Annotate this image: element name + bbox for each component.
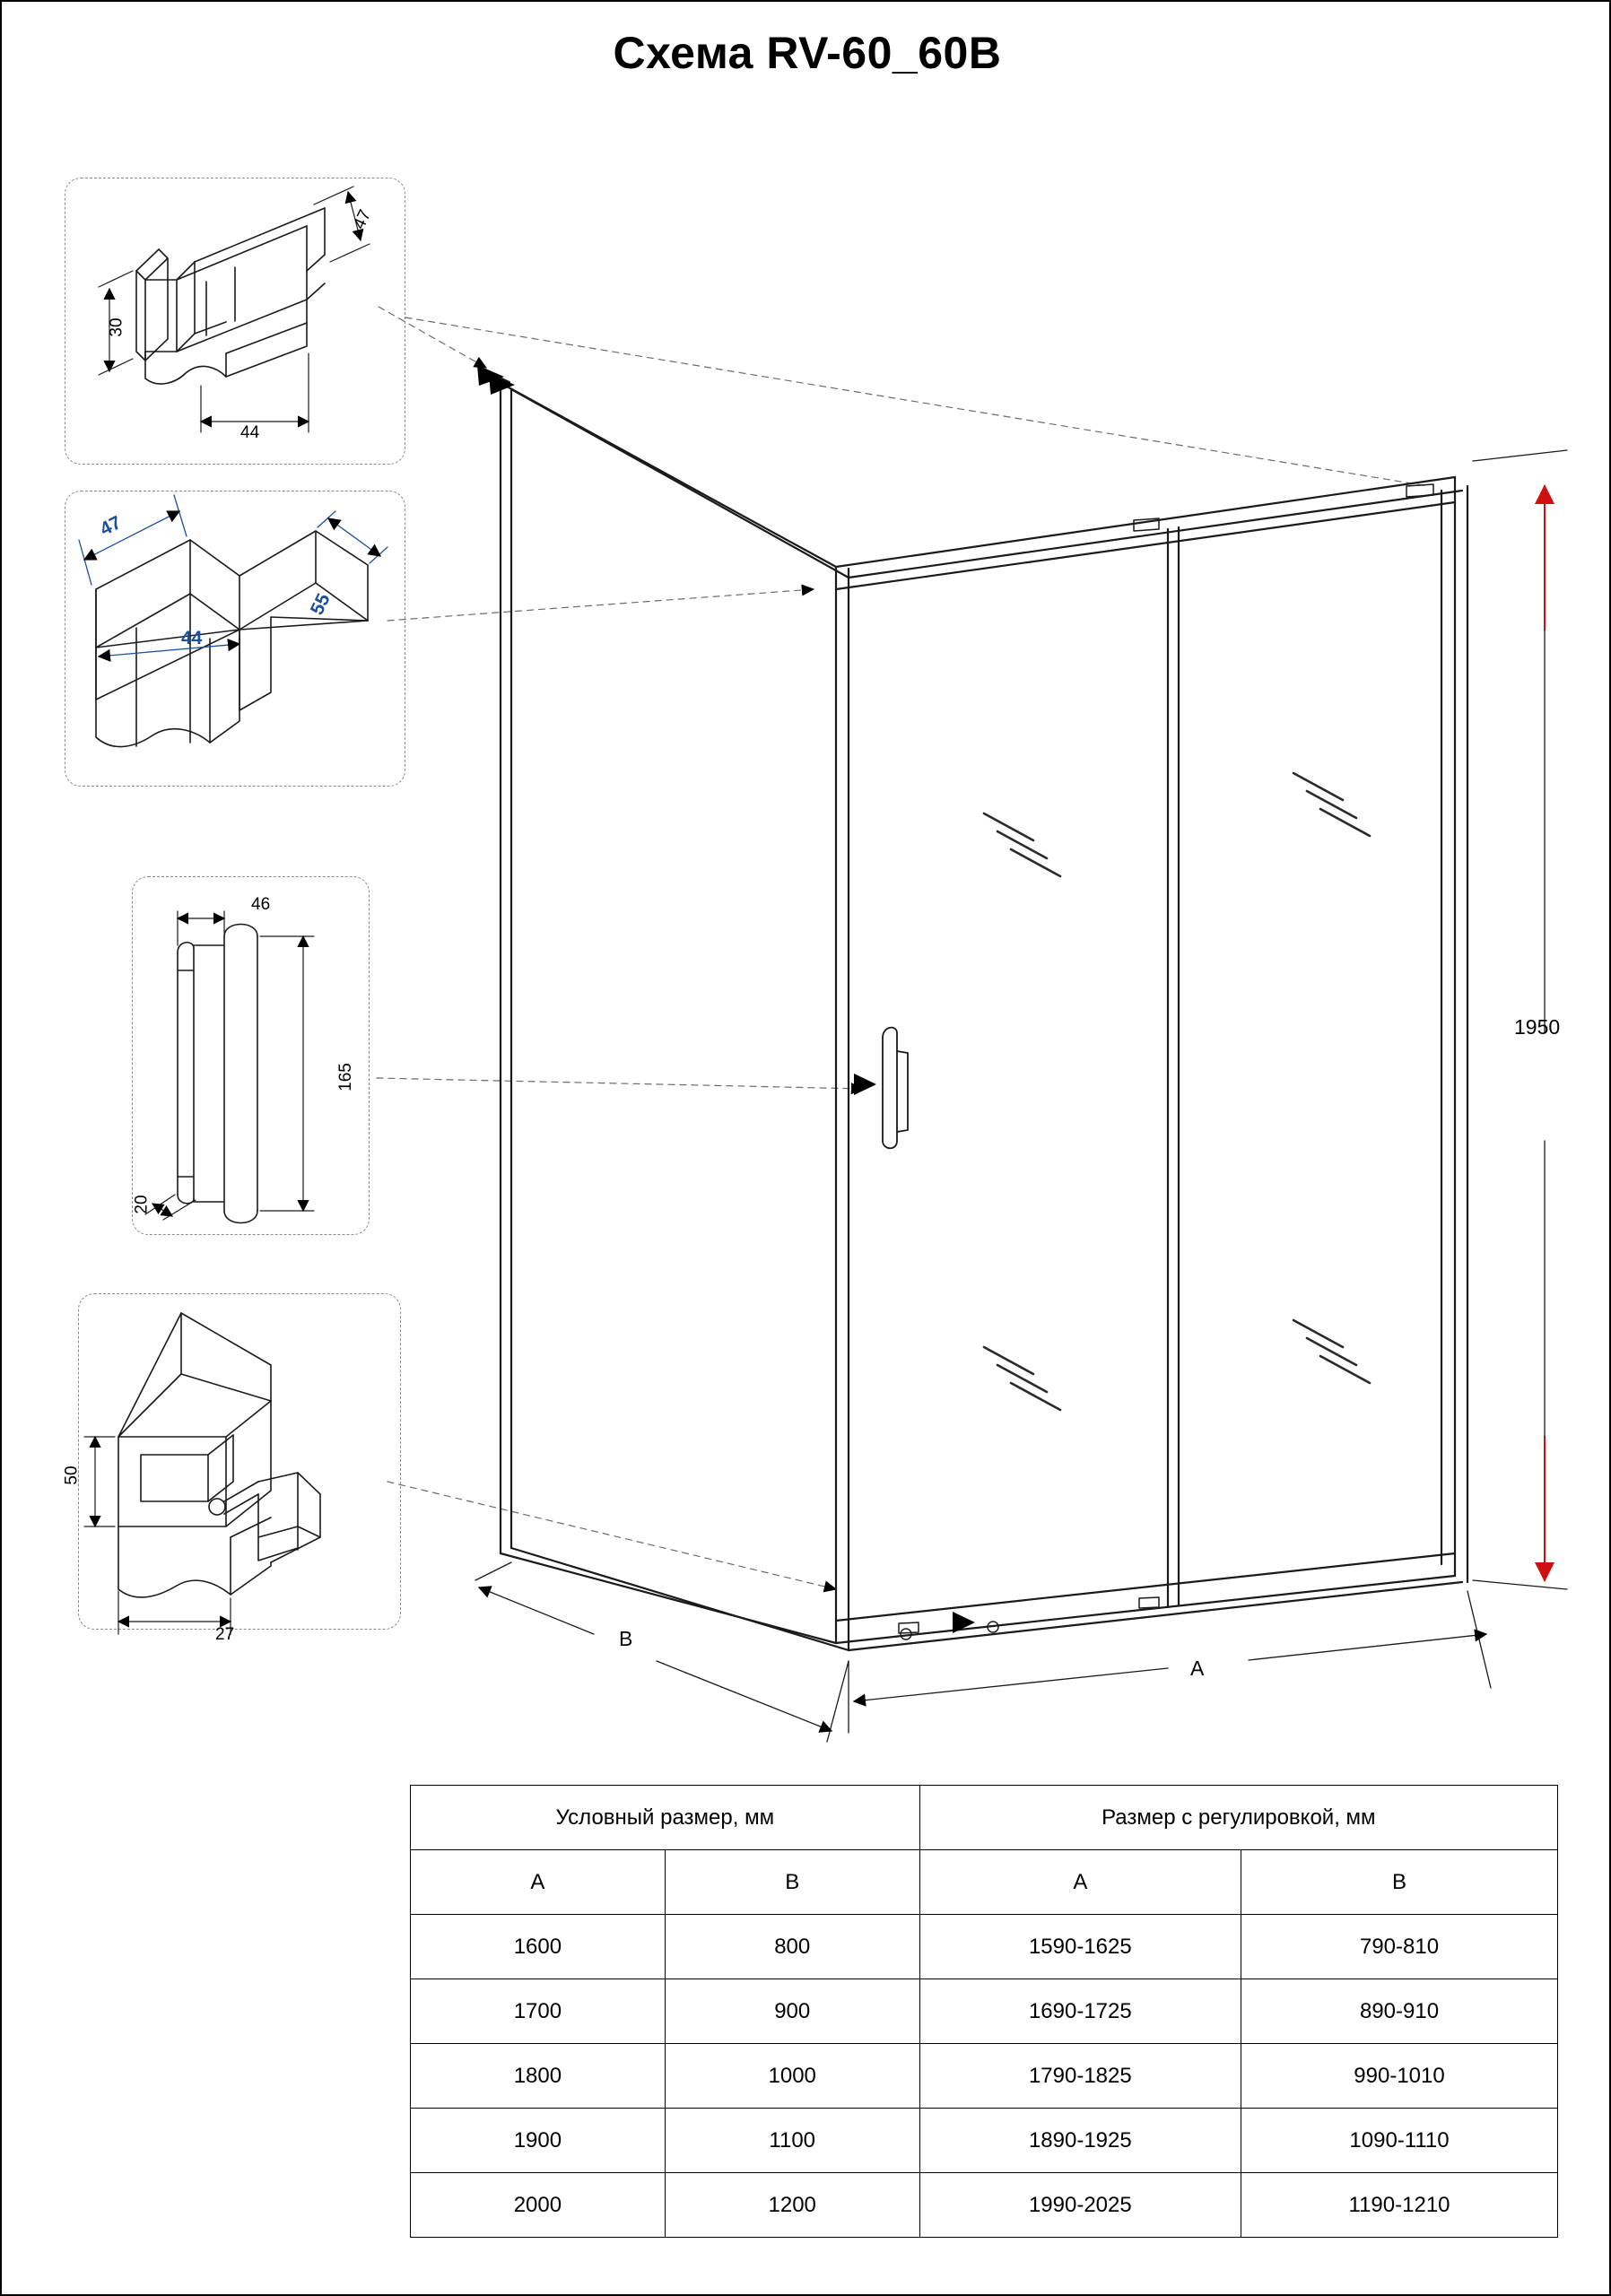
cell-nominal-b: 1000 [665, 2044, 919, 2109]
table-group-header-nominal: Условный размер, мм [411, 1786, 920, 1850]
cell-adjusted-a: 1990-2025 [919, 2173, 1241, 2238]
cell-nominal-a: 1600 [411, 1915, 666, 1979]
page-title: Схема RV-60_60B [613, 28, 1002, 78]
cell-adjusted-a: 1590-1625 [919, 1915, 1241, 1979]
cell-adjusted-b: 790-810 [1241, 1915, 1558, 1979]
table-row [411, 1915, 1558, 1979]
cell-adjusted-a: 1690-1725 [919, 1979, 1241, 2044]
dim-bottom-profile-44: 44 [181, 628, 203, 648]
detail-box-threshold-profile [78, 1293, 401, 1630]
dim-bottom-profile-47: 47 [96, 512, 126, 541]
dim-top-profile-44: 44 [240, 423, 260, 442]
cell-adjusted-a: 1890-1925 [919, 2109, 1241, 2173]
dim-threshold-27: 27 [215, 1625, 235, 1644]
cell-nominal-b: 900 [665, 1979, 919, 2044]
dim-bottom-profile-55: 55 [306, 590, 335, 619]
table-group-header-row [411, 1786, 1558, 1850]
dim-main-height: 1950 [1514, 1015, 1561, 1039]
dim-top-profile-30: 30 [107, 317, 126, 337]
cell-adjusted-b: 990-1010 [1241, 2044, 1558, 2109]
table-col-header-adjusted-b: B [1241, 1850, 1558, 1915]
dim-top-profile-47: 47 [350, 206, 376, 232]
table-row [411, 2173, 1558, 2238]
cell-nominal-b: 1100 [665, 2109, 919, 2173]
table-row [411, 2044, 1558, 2109]
dim-main-depth-b: B [619, 1627, 633, 1650]
cell-nominal-b: 1200 [665, 2173, 919, 2238]
cell-nominal-a: 2000 [411, 2173, 666, 2238]
cell-adjusted-a: 1790-1825 [919, 2044, 1241, 2109]
cell-adjusted-b: 1190-1210 [1241, 2173, 1558, 2238]
spec-table [410, 1785, 1558, 2238]
dim-handle-46: 46 [251, 895, 271, 914]
dim-threshold-50: 50 [62, 1465, 82, 1485]
table-col-header-adjusted-a: A [919, 1850, 1241, 1915]
detail-box-handle [132, 876, 370, 1235]
table-column-header-row [411, 1850, 1558, 1915]
cell-adjusted-b: 1090-1110 [1241, 2109, 1558, 2173]
cell-nominal-a: 1800 [411, 2044, 666, 2109]
table-col-header-nominal-b: B [665, 1850, 919, 1915]
cell-nominal-a: 1900 [411, 2109, 666, 2173]
dim-handle-20: 20 [132, 1195, 152, 1214]
cell-adjusted-b: 890-910 [1241, 1979, 1558, 2044]
dim-main-width-a: A [1190, 1657, 1205, 1680]
table-row [411, 2109, 1558, 2173]
dim-handle-165: 165 [335, 1063, 355, 1091]
cell-nominal-b: 800 [665, 1915, 919, 1979]
table-group-header-adjusted: Размер с регулировкой, мм [919, 1786, 1557, 1850]
table-row [411, 1979, 1558, 2044]
table-col-header-nominal-a: A [411, 1850, 666, 1915]
cell-nominal-a: 1700 [411, 1979, 666, 2044]
